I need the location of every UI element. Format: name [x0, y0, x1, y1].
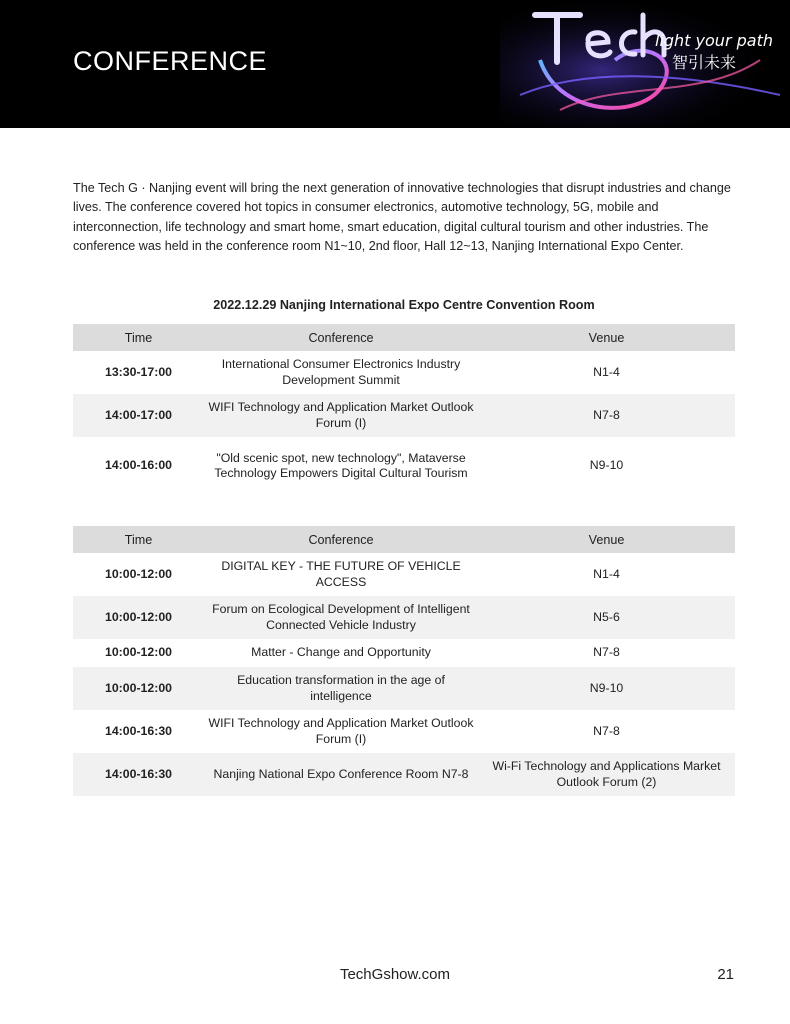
- logo-tagline-cn: 智引未来: [672, 53, 737, 72]
- cell-conference: Nanjing National Expo Conference Room N7-8: [204, 753, 478, 796]
- cell-conference: Education transformation in the age of intelligence: [204, 667, 478, 710]
- cell-venue: N5-6: [478, 596, 735, 639]
- cell-venue: N7-8: [593, 645, 620, 660]
- table-row: [73, 437, 735, 495]
- cell-conference: International Consumer Electronics Industry Development Summit: [221, 357, 461, 387]
- cell-time: 14:00-16:30: [73, 753, 204, 796]
- cell-time: 13:30-17:00: [105, 364, 172, 379]
- cell-time: 14:00-17:00: [73, 394, 204, 437]
- header-conference: Conference: [204, 526, 478, 553]
- table-row: [73, 553, 735, 596]
- footer-website: TechGshow.com: [339, 966, 451, 983]
- table-row: [73, 351, 735, 394]
- table-header-row: [73, 526, 735, 553]
- schedule-caption: 2022.12.29 Nanjing International Expo Centre Convention Room: [213, 298, 595, 312]
- cell-conference: WIFI Technology and Application Market Outlook Forum (I): [208, 716, 474, 746]
- cell-conference: Matter - Change and Opportunity: [251, 645, 431, 660]
- cell-venue: N9-10: [478, 667, 735, 710]
- header-venue: Venue: [478, 324, 735, 351]
- table-row: [73, 667, 735, 710]
- cell-time: 14:00-16:30: [105, 723, 172, 738]
- cell-time: 10:00-12:00: [105, 566, 172, 581]
- techg-logo-graphic: [500, 0, 790, 128]
- cell-venue: N7-8: [478, 394, 735, 437]
- cell-time: 14:00-16:00: [105, 458, 172, 473]
- header-conference: Conference: [204, 324, 478, 351]
- cell-conference: "Old scenic spot, new technology", Mataverse Technology Empowers Digital Cultural Tourism: [214, 450, 468, 480]
- cell-venue: N9-10: [589, 458, 624, 473]
- cell-venue: Wi-Fi Technology and Applications Market Outlook Forum (2): [478, 753, 735, 796]
- schedule-table-1: [73, 324, 735, 495]
- header-venue: Venue: [478, 526, 735, 553]
- cell-time: 10:00-12:00: [73, 667, 204, 710]
- intro-paragraph: The Tech G · Nanjing event will bring the next generation of innovative technologies that disrupt industries and change lives. The conference covered hot topics in consumer electronics, automotive technology, 5G, mobile and interconnection, life technology and smart home, smart education, digital cultural tourism and other industries. The conference was held in the conference room N1~10, 2nd floor, Hall 12~13, Nanjing International Expo Center.: [73, 181, 731, 253]
- cell-venue: N1-4: [593, 364, 620, 379]
- table-row: [73, 710, 735, 753]
- logo-tagline-en: light your path: [655, 31, 773, 50]
- page-title: CONFERENCE: [73, 46, 268, 76]
- cell-conference: WIFI Technology and Application Market Outlook Forum (I): [204, 394, 478, 437]
- table-row: [73, 639, 735, 667]
- table-row: [73, 394, 735, 437]
- cell-conference: DIGITAL KEY - THE FUTURE OF VEHICLE ACCESS: [221, 559, 461, 589]
- table-row: [73, 753, 735, 796]
- header-time: Time: [73, 526, 204, 553]
- page-number: 21: [717, 966, 734, 983]
- header-time: Time: [73, 324, 204, 351]
- schedule-table-2: [73, 526, 735, 796]
- cell-time: 10:00-12:00: [73, 596, 204, 639]
- cell-venue: N7-8: [593, 723, 620, 738]
- table-row: [73, 596, 735, 639]
- table-header-row: [73, 324, 735, 351]
- techg-logo: [500, 0, 790, 128]
- page-header: [0, 0, 790, 128]
- cell-time: 10:00-12:00: [105, 645, 172, 660]
- cell-conference: Forum on Ecological Development of Intelligent Connected Vehicle Industry: [204, 596, 478, 639]
- cell-venue: N1-4: [593, 566, 620, 581]
